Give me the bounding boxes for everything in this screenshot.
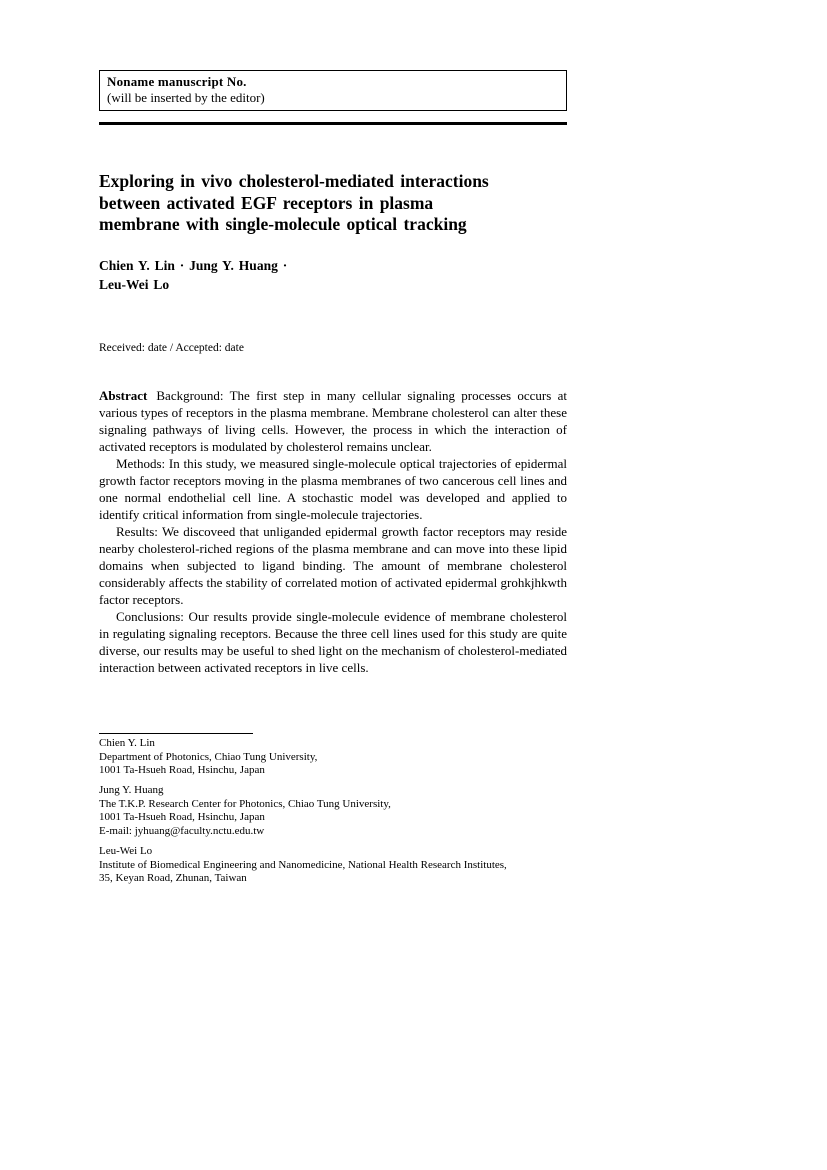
abstract-label: Abstract	[99, 388, 148, 403]
paper-title-line-2: between activated EGF receptors in plasma	[99, 192, 434, 213]
paper-title-line-1: Exploring in vivo cholesterol-mediated interactions	[99, 171, 489, 191]
affiliation-block-lo	[99, 845, 574, 886]
editor-note-line: (will be inserted by the editor)	[107, 90, 265, 105]
author-line-1: Chien Y. Lin · Jung Y. Huang ·	[99, 258, 288, 273]
journal-header-box	[99, 70, 567, 111]
affiliation-author-name: Leu-Wei Lo	[99, 845, 153, 858]
abstract-paragraph-background	[99, 387, 567, 455]
affiliation-address: 35, Keyan Road, Zhunan, Taiwan	[99, 872, 247, 885]
affiliation-author-name: Chien Y. Lin	[99, 737, 155, 749]
author-line-2: Leu-Wei Lo	[99, 276, 170, 292]
affiliation-address: 1001 Ta-Hsueh Road, Hsinchu, Japan	[99, 764, 265, 777]
paper-title-line-3: membrane with single-molecule optical tracking	[99, 214, 467, 235]
affiliation-email: E-mail: jyhuang@faculty.nctu.edu.tw	[99, 825, 265, 838]
affiliation-department: Institute of Biomedical Engineering and Nanomedicine, National Health Research Institutes,	[99, 858, 507, 871]
received-accepted-line: Received: date / Accepted: date	[99, 342, 244, 354]
affiliation-department: Department of Photonics, Chiao Tung University,	[99, 750, 318, 763]
author-affiliations	[99, 737, 574, 892]
affiliation-department: The T.K.P. Research Center for Photonics, Chiao Tung University,	[99, 797, 391, 810]
abstract-section	[99, 387, 567, 676]
affiliation-block-huang	[99, 784, 574, 838]
paper-title	[99, 171, 599, 236]
author-list	[99, 257, 567, 294]
abstract-background-text: Background: The first step in many cellular signaling processes occurs at various types of receptors in the plasma membrane. Membrane cholesterol can alter these signaling pathways of living cells. However, the process in which the interaction of activated receptors is modulated by cholesterol remains unclear.	[99, 388, 567, 454]
journal-name-line: Noname manuscript No.	[107, 74, 247, 89]
footnote-divider-rule	[99, 733, 253, 734]
abstract-paragraph-conclusions: Conclusions: Our results provide single-molecule evidence of membrane cholesterol in regulating signaling receptors. Because the three cell lines used for this study are quite diverse, our results may be useful to shed light on the mechanism of cholesterol-mediated interaction between activated receptors in live cells.	[99, 609, 567, 675]
abstract-paragraph-results: Results: We discoveed that unliganded epidermal growth factor receptors may reside nearby cholesterol-riched regions of the plasma membrane and can move into these lipid domains when subjected to ligand binding. The amount of membrane cholesterol considerably affects the stability of correlated motion of activated epidermal grohkjhkwth factor receptors.	[99, 524, 567, 607]
affiliation-author-name: Jung Y. Huang	[99, 784, 164, 797]
affiliation-address: 1001 Ta-Hsueh Road, Hsinchu, Japan	[99, 811, 265, 824]
affiliation-block-lin	[99, 737, 574, 778]
abstract-paragraph-methods: Methods: In this study, we measured single-molecule optical trajectories of epidermal growth factor receptors moving in the plasma membranes of two cancerous cell lines and one normal endothelial cell line. A stochastic model was developed and applied to identify critical information from single-molecule trajectories.	[99, 456, 567, 522]
header-divider-rule	[99, 122, 567, 125]
